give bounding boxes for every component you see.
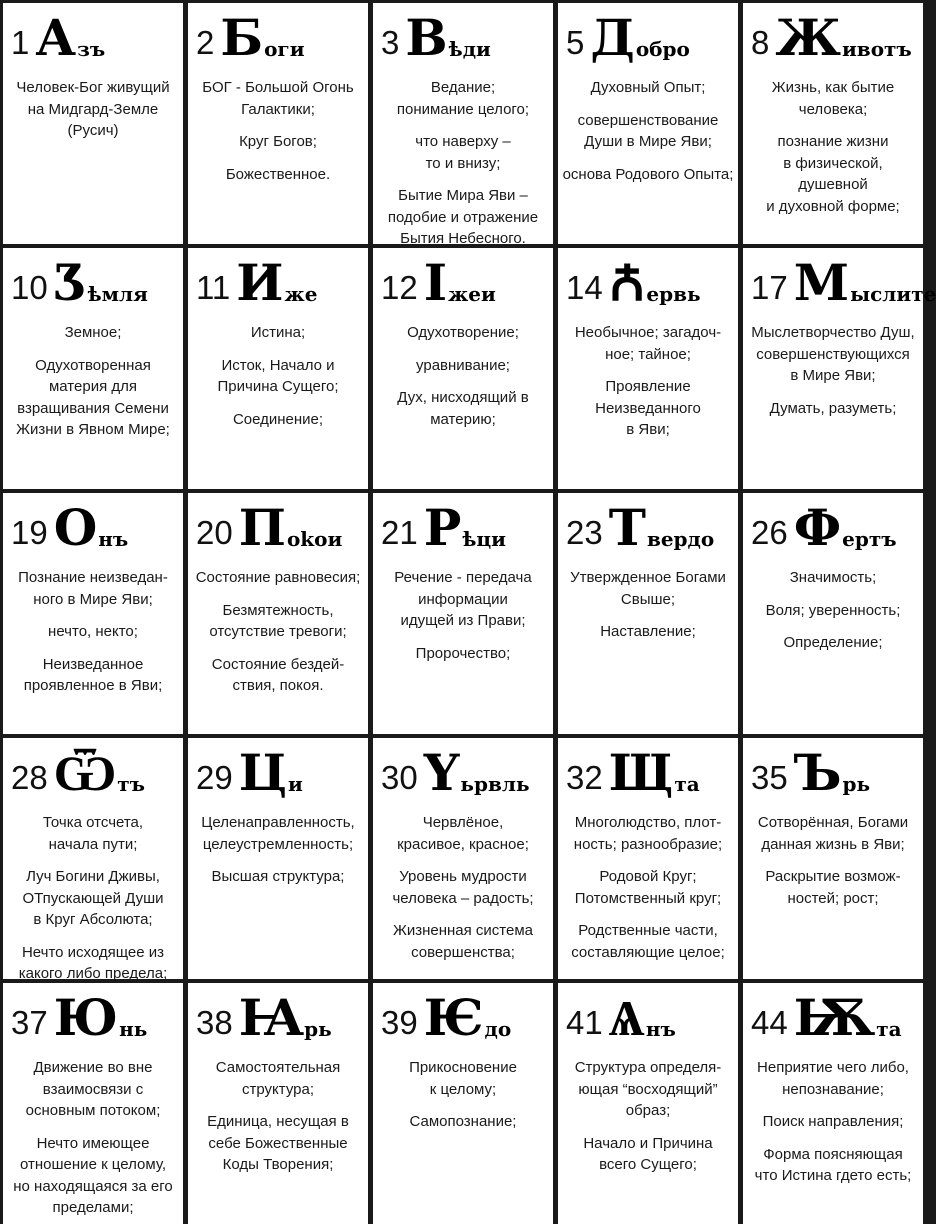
letter-card bbox=[188, 3, 368, 244]
letter-meanings bbox=[3, 802, 183, 985]
letter-meanings bbox=[188, 312, 368, 430]
letter-glyph: В bbox=[405, 8, 448, 67]
letter-name-rest: до bbox=[484, 1017, 512, 1041]
letter-header bbox=[743, 248, 936, 312]
meaning-text: Поиск направления; bbox=[762, 1113, 904, 1130]
letter-card bbox=[558, 983, 738, 1224]
meaning-text: нечто, некто; bbox=[48, 623, 138, 640]
meaning-text: Определение; bbox=[783, 634, 883, 651]
letter-header bbox=[188, 983, 368, 1047]
letter-number: 3 bbox=[381, 24, 400, 61]
meaning-text: Единица, несущая в себе Божественные Коды Творения; bbox=[207, 1113, 349, 1173]
letter-name-rest: и bbox=[288, 772, 303, 796]
meaning-text: совершенствование Души в Мире Яви; bbox=[577, 111, 719, 150]
letter-glyph: О bbox=[53, 498, 98, 557]
letter-number: 44 bbox=[751, 1004, 788, 1041]
letter-meanings bbox=[188, 1047, 368, 1176]
letter-number: 14 bbox=[566, 269, 603, 306]
letter-glyph: Ъ bbox=[793, 743, 842, 802]
letter-header bbox=[558, 493, 738, 557]
letter-number: 5 bbox=[566, 24, 585, 61]
letter-meanings bbox=[743, 1047, 923, 1187]
letter-name-rest: нъ bbox=[645, 1017, 676, 1041]
letter-name-rest: ервь bbox=[646, 282, 701, 306]
letter-meanings bbox=[188, 67, 368, 185]
letter-meanings bbox=[188, 802, 368, 888]
letter-name-rest: зъ bbox=[77, 37, 106, 61]
meaning-text: Многолюдство, плот- ность; разнообразие; bbox=[573, 814, 723, 853]
letter-name-rest: ѣди bbox=[448, 37, 491, 61]
letter-card bbox=[373, 738, 553, 979]
meaning-text: Познание неизведан- ного в Мире Яви; bbox=[18, 569, 168, 608]
letter-header bbox=[373, 3, 553, 67]
meaning-text: Дух, нисходящий в материю; bbox=[397, 389, 529, 428]
letter-meanings bbox=[373, 802, 553, 963]
letter-card bbox=[3, 248, 183, 489]
letter-glyph: Щ bbox=[608, 743, 674, 802]
letter-header bbox=[3, 493, 183, 557]
letter-name-rest: ыслите bbox=[850, 282, 936, 306]
letter-header bbox=[373, 248, 553, 312]
letter-card bbox=[373, 493, 553, 734]
meaning-text: Начало и Причина всего Сущего; bbox=[583, 1134, 713, 1173]
letter-number: 10 bbox=[11, 269, 48, 306]
letter-number: 2 bbox=[196, 24, 215, 61]
meaning-text: Родственные части, составляющие целое; bbox=[571, 922, 725, 961]
letter-header bbox=[558, 738, 738, 802]
letter-card bbox=[3, 983, 183, 1224]
meaning-text: Жизненная система совершенства; bbox=[392, 922, 533, 961]
letter-glyph: Ү bbox=[423, 743, 460, 802]
letter-number: 35 bbox=[751, 759, 788, 796]
letter-card bbox=[743, 248, 936, 489]
letter-name-rest: та bbox=[674, 772, 700, 796]
meaning-text: Самопознание; bbox=[409, 1113, 517, 1130]
meaning-text: познание жизни в физической, душевной и духовной форме; bbox=[766, 133, 900, 215]
meaning-text: Круг Богов; bbox=[239, 133, 317, 150]
letter-meanings bbox=[558, 312, 738, 441]
letter-card bbox=[3, 3, 183, 244]
letter-meanings bbox=[743, 67, 923, 217]
meaning-text: Червлёное, красивое, красное; bbox=[397, 814, 529, 853]
letter-glyph: Ʒ bbox=[53, 253, 87, 312]
meaning-text: Уровень мудрости человека – радость; bbox=[392, 868, 534, 907]
letter-card bbox=[188, 983, 368, 1224]
letter-card bbox=[373, 248, 553, 489]
meaning-text: Точка отсчета, начала пути; bbox=[42, 814, 144, 853]
letter-card bbox=[558, 248, 738, 489]
letter-name-rest: же bbox=[284, 282, 318, 306]
letter-name-rest: ертъ bbox=[842, 527, 897, 551]
meaning-text: Исток, Начало и Причина Сущего; bbox=[217, 356, 339, 395]
letter-number: 19 bbox=[11, 514, 48, 551]
meaning-text: уравнивание; bbox=[416, 356, 510, 374]
meaning-text: Нечто исходящее из какого либо предела; bbox=[18, 943, 168, 982]
letter-name-rest: оги bbox=[264, 37, 305, 61]
meaning-text: основа Родового Опыта; bbox=[562, 165, 734, 183]
letter-glyph: Ф bbox=[793, 498, 842, 557]
letter-number: 20 bbox=[196, 514, 233, 551]
letter-meanings bbox=[3, 67, 183, 142]
letter-glyph: Р bbox=[423, 498, 462, 557]
letter-card bbox=[188, 738, 368, 979]
letter-meanings bbox=[373, 312, 553, 430]
meaning-text: Форма поясняющая что Истина гдето есть; bbox=[754, 1145, 912, 1184]
letter-name-rest: нъ bbox=[98, 527, 129, 551]
letter-meanings bbox=[558, 1047, 738, 1176]
letter-number: 41 bbox=[566, 1004, 603, 1041]
letter-number: 32 bbox=[566, 759, 603, 796]
meaning-text: Неизведанное проявленное в Яви; bbox=[23, 655, 163, 694]
letter-number: 37 bbox=[11, 1004, 48, 1041]
letter-glyph: Ꙉ bbox=[608, 253, 646, 312]
letter-number: 1 bbox=[11, 24, 30, 61]
letter-number: 8 bbox=[751, 24, 770, 61]
letter-glyph: Ц bbox=[238, 743, 288, 802]
meaning-text: Утвержденное Богами Свыше; bbox=[570, 569, 726, 608]
letter-number: 30 bbox=[381, 759, 418, 796]
letter-name-rest: ѣци bbox=[462, 527, 506, 551]
meaning-text: что наверху – то и внизу; bbox=[415, 133, 511, 172]
letter-name-rest: вердо bbox=[646, 527, 715, 551]
letter-glyph: М bbox=[793, 253, 850, 312]
meaning-text: Одухотворенная материя для взращивания Семени Жизни в Явном Мире; bbox=[16, 356, 170, 438]
letter-header bbox=[743, 738, 923, 802]
letter-name-rest: okoи bbox=[286, 527, 343, 551]
letter-header bbox=[3, 3, 183, 67]
letter-meanings bbox=[3, 312, 183, 441]
letter-glyph: Ꙗ bbox=[238, 988, 304, 1047]
meaning-text: Прикосновение к целому; bbox=[409, 1059, 517, 1098]
meaning-text: Думать, разуметь; bbox=[769, 399, 897, 417]
letter-number: 23 bbox=[566, 514, 603, 551]
letter-name-rest: та bbox=[876, 1017, 902, 1041]
meaning-text: Значимость; bbox=[789, 569, 877, 586]
meaning-text: Проявление Неизведанного в Яви; bbox=[595, 378, 701, 438]
meaning-text: Духовный Опыт; bbox=[590, 79, 706, 96]
meaning-text: БОГ - Большой Огонь Галактики; bbox=[202, 79, 354, 118]
meaning-text: Пророчество; bbox=[415, 644, 511, 662]
letter-glyph: А bbox=[35, 8, 77, 67]
letter-glyph: Ѭ bbox=[793, 988, 876, 1047]
meaning-text: Луч Богини Дживы, ОТпускающей Души в Круг Абсолюта; bbox=[22, 868, 164, 928]
letter-meanings bbox=[373, 67, 553, 250]
letter-glyph: П bbox=[238, 498, 286, 557]
letter-meanings bbox=[188, 557, 368, 697]
letter-number: 29 bbox=[196, 759, 233, 796]
letter-header bbox=[743, 983, 923, 1047]
meaning-text: Соединение; bbox=[232, 410, 324, 428]
meaning-text: Истина; bbox=[250, 324, 306, 341]
letter-name-rest: тъ bbox=[117, 772, 145, 796]
letter-name-rest: ивотъ bbox=[841, 37, 912, 61]
letter-header bbox=[373, 493, 553, 557]
meaning-text: Необычное; загадоч- ное; тайное; bbox=[574, 324, 722, 363]
letter-number: 21 bbox=[381, 514, 418, 551]
meaning-text: Речение - передача информации идущей из Прави; bbox=[394, 569, 532, 629]
letter-glyph: И bbox=[236, 253, 284, 312]
letter-meanings bbox=[373, 557, 553, 664]
meaning-text: Земное; bbox=[64, 324, 122, 341]
letter-header bbox=[373, 738, 553, 802]
letter-card bbox=[373, 3, 553, 247]
letter-header bbox=[558, 983, 738, 1047]
letter-meanings bbox=[373, 1047, 553, 1133]
letter-name-rest: нь bbox=[119, 1017, 148, 1041]
meaning-text: Мыслетворчество Душ, совершенствующихся в Мире Яви; bbox=[751, 324, 915, 384]
letter-card bbox=[188, 248, 368, 489]
letter-glyph: Ѧ bbox=[608, 988, 645, 1047]
letter-card bbox=[558, 738, 738, 979]
letter-name-rest: обро bbox=[635, 37, 690, 61]
meaning-text: Движение во вне взаимосвязи с основным потоком; bbox=[25, 1059, 161, 1119]
letter-header bbox=[3, 983, 183, 1047]
letter-header bbox=[188, 493, 368, 557]
letter-header bbox=[743, 493, 923, 557]
letter-card bbox=[3, 738, 183, 982]
letter-name-rest: жеи bbox=[448, 282, 496, 306]
letter-meanings bbox=[558, 802, 738, 963]
letter-header bbox=[188, 738, 368, 802]
letter-card bbox=[743, 493, 923, 734]
letter-meanings bbox=[743, 557, 923, 654]
letter-card bbox=[188, 493, 368, 734]
meaning-text: Родовой Круг; Потомственный круг; bbox=[574, 868, 722, 907]
meaning-text: Высшая структура; bbox=[211, 868, 345, 885]
letter-number: 26 bbox=[751, 514, 788, 551]
meaning-text: Ведание; понимание целого; bbox=[396, 79, 530, 118]
meaning-text: Человек-Бог живущий на Мидгард-Земле (Русич) bbox=[16, 79, 170, 139]
letter-card bbox=[373, 983, 553, 1224]
letter-glyph: Ж bbox=[775, 8, 841, 67]
meaning-text: Божественное. bbox=[225, 165, 331, 183]
meaning-text: Сотворённая, Богами данная жизнь в Яви; bbox=[757, 814, 909, 853]
letter-name-rest: ьрвль bbox=[460, 772, 530, 796]
letter-header bbox=[188, 248, 368, 312]
meaning-text: Структура определя- ющая “восходящий” образ; bbox=[574, 1059, 722, 1119]
letter-glyph: Ѥ bbox=[423, 988, 484, 1047]
meaning-text: Одухотворение; bbox=[407, 324, 519, 341]
letter-header bbox=[3, 738, 183, 802]
letter-name-rest: рь bbox=[842, 772, 871, 796]
letter-header bbox=[3, 248, 183, 312]
letter-meanings bbox=[3, 1047, 183, 1219]
letter-number: 17 bbox=[751, 269, 788, 306]
letter-number: 39 bbox=[381, 1004, 418, 1041]
letter-glyph: Ѿ bbox=[53, 743, 117, 802]
letter-meanings bbox=[558, 67, 738, 185]
meaning-text: Раскрытие возмож- ностей; рост; bbox=[765, 868, 901, 907]
letter-meanings bbox=[743, 312, 923, 419]
letter-glyph: І bbox=[423, 253, 448, 312]
meaning-text: Жизнь, как бытие человека; bbox=[771, 79, 895, 118]
letter-card bbox=[743, 3, 923, 244]
letter-card bbox=[558, 493, 738, 734]
letter-card bbox=[3, 493, 183, 734]
letter-number: 11 bbox=[196, 269, 231, 306]
letter-card bbox=[743, 983, 923, 1224]
letter-glyph: Т bbox=[608, 498, 646, 557]
meaning-text: Целенаправленность, целеустремленность; bbox=[201, 814, 355, 853]
letter-glyph: Ю bbox=[53, 988, 119, 1047]
letter-name-rest: рь bbox=[304, 1017, 332, 1041]
meaning-text: Состояние равновесия; bbox=[195, 569, 361, 586]
letter-header bbox=[743, 3, 923, 67]
letter-header bbox=[373, 983, 553, 1047]
letter-header bbox=[558, 248, 738, 312]
letter-card bbox=[743, 738, 923, 979]
meaning-text: Самостоятельная структура; bbox=[215, 1059, 341, 1098]
letter-header bbox=[558, 3, 738, 67]
meaning-text: Неприятие чего либо, непознавание; bbox=[757, 1059, 909, 1098]
letter-header bbox=[188, 3, 368, 67]
letter-meanings bbox=[558, 557, 738, 643]
meaning-text: Безмятежность, отсутствие тревоги; bbox=[209, 601, 347, 640]
letter-number: 12 bbox=[381, 269, 418, 306]
letter-number: 28 bbox=[11, 759, 48, 796]
letter-number: 38 bbox=[196, 1004, 233, 1041]
letter-meanings bbox=[3, 557, 183, 697]
letter-card bbox=[558, 3, 738, 244]
letter-glyph: Б bbox=[220, 8, 264, 67]
meaning-text: Воля; уверенность; bbox=[765, 601, 901, 619]
letter-name-rest: ѣмля bbox=[87, 282, 148, 306]
meaning-text: Нечто имеющее отношение к целому, но находящаяся за его пределами; bbox=[13, 1134, 173, 1216]
letter-glyph: Д bbox=[590, 8, 635, 67]
letter-meanings bbox=[743, 802, 923, 909]
meaning-text: Наставление; bbox=[600, 623, 696, 640]
meaning-text: Бытие Мира Яви – подобие и отражение Бытия Небесного. bbox=[387, 187, 539, 247]
meaning-text: Состояние бездей- ствия, покоя. bbox=[211, 655, 345, 694]
